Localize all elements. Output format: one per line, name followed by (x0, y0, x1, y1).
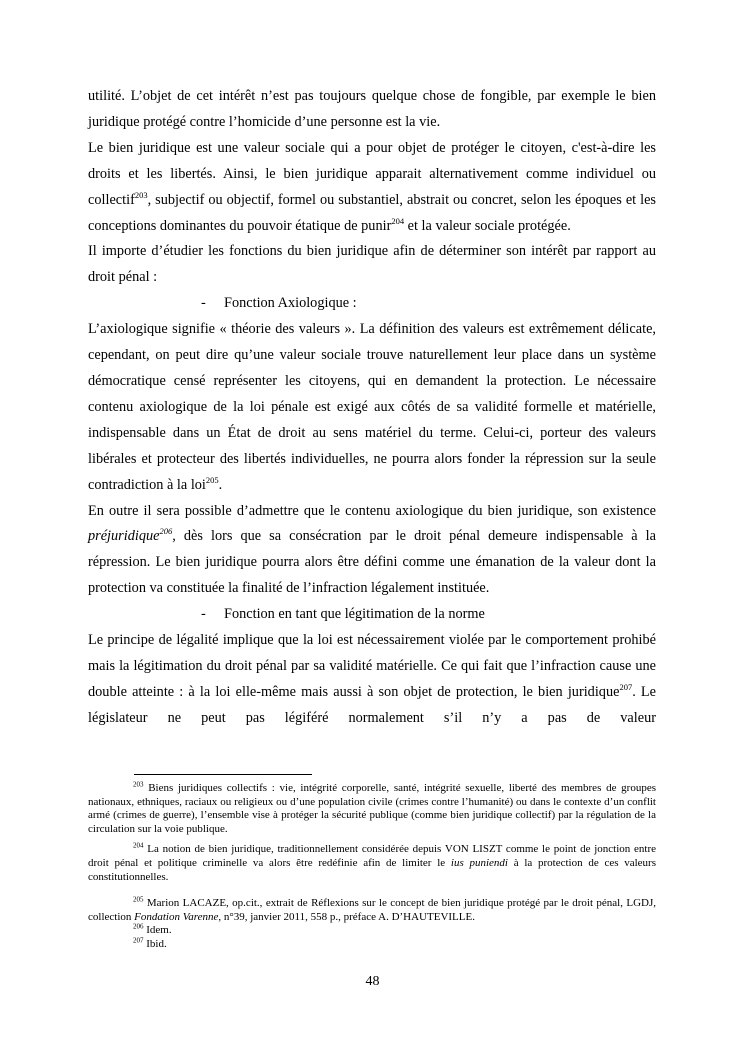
page-number: 48 (365, 974, 380, 989)
footnote-separator (134, 774, 312, 775)
paragraph-4: L’axiologique signifie « théorie des valeurs ». La définition des valeurs est extrêmement délicate, cependant, on peut dire qu’une valeur sociale trouve naturellement leur place dans un système démocratique censé représenter les citoyens, qui en demandent la protection. Le nécessaire contenu axiologique de la loi pénale est exigé aux côtés de sa validité formelle et matérielle, indispensable dans un État de droit au sens matériel du terme. Celui-ci, porteur des valeurs libérales et protecteur des libertés individuelles, ne pourra alors fonder la répression sur la seule contradiction à la loi$^{205}$. (88, 321, 656, 493)
paragraph-1: utilité. L’objet de cet intérêt n’est pas toujours quelque chose de fongible, par exemple le bien juridique protégé contre l’homicide d’une personne est la vie. (88, 88, 656, 130)
section-heading-axiologique: - Fonction Axiologique : (88, 291, 656, 317)
paragraph-6: Le principe de légalité implique que la loi est nécessairement violée par le comportement prohibé mais la légitimation du droit pénal par sa validité matérielle. Ce qui fait que l’infraction cause une double atteinte : à la loi elle-même mais aussi à son objet de protection, le bien juridique$^{207}$. Le législateur ne peut pas légiféré normalement s’il n’y a pas de valeur (88, 632, 656, 726)
footnote-203: $^{203}$ Biens juridiques collectifs : vie, intégrité corporelle, santé, intégrité sexuelle, liberté des membres de groupes nationaux, ethniques, raciaux ou religieux ou d’une population civile (crimes contre l’humanité) ou dans le contexte d’un conflit armé (crimes de guerre), l’ensemble vise à protéger la sécurité publique (comme bien juridique collectif) par la régulation de la circulation sur la voie publique. (88, 780, 656, 835)
footnotes (88, 782, 656, 952)
italic-term: préjuridique (88, 528, 160, 545)
footnote-206: $^{206}$ Idem. (133, 922, 172, 937)
main-text (88, 84, 656, 732)
footnote-ref-204[interactable]: 204 (391, 215, 405, 226)
bullet-dash: - (201, 295, 206, 312)
paragraph-5: En outre il sera possible d’admettre que le contenu axiologique du bien juridique, son existence préjuridique$^{206}$, dès lors que sa consécration par le droit pénal demeure indispensable à la répression. Le bien juridique pourra alors être défini comme une émanation de la valeur dont la protection va constituée la finalité de l’infraction légalement instituée. (88, 502, 656, 597)
footnote-207: $^{207}$ Ibid. (133, 936, 167, 950)
paragraph-3: Il importe d’étudier les fonctions du bien juridique afin de déterminer son intérêt par rapport au droit pénal : (88, 243, 656, 286)
bullet-dash: - (201, 606, 206, 623)
footnote-ref-205[interactable]: 205 (205, 474, 219, 485)
footnote-204: $^{204}$ La notion de bien juridique, traditionnellement considérée depuis VON LISZT comme le point de jonction entre droit pénal et politique criminelle va alors être redéfinie afin de limiter le ius puniendi à la protection de ces valeurs constitutionnelles. (88, 841, 656, 883)
footnote-ref-206[interactable]: 206 (159, 526, 173, 537)
footnote-205: $^{205}$ Marion LACAZE, op.cit., extrait de Réflexions sur le concept de bien juridique protégé par le droit pénal, LGDJ, collection Fondation Varenne, n°39, janvier 2011, 558 p., préface A. D’HAUTEVILLE. (88, 895, 656, 923)
paragraph-2: Le bien juridique est une valeur sociale qui a pour objet de protéger le citoyen, c'est-à-dire les droits et les libertés. Ainsi, le bien juridique apparait alternativement comme individuel ou collectif$^{203}$, subjectif ou objectif, formel ou substantiel, abstrait ou concret, selon les époques et les conceptions dominantes du pouvoir étatique de punir$^{204}$ et la valeur sociale protégée. (88, 139, 656, 234)
footnote-ref-203[interactable]: 203 (134, 189, 148, 200)
section-heading-legitimation: - Fonction en tant que légitimation de la norme (88, 602, 656, 628)
footnote-ref-207[interactable]: 207 (619, 682, 633, 693)
